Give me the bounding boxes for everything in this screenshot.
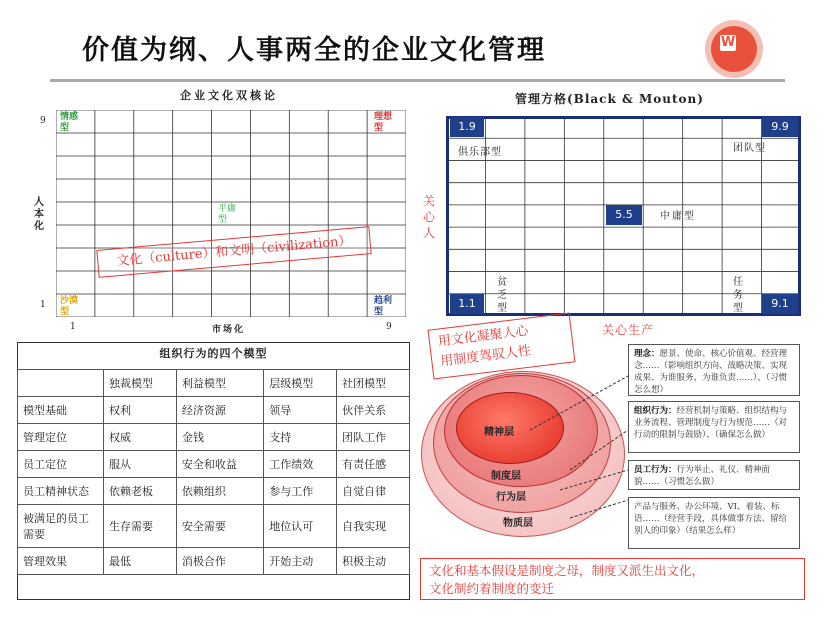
badge-9-9: 9.9: [762, 117, 798, 137]
layer-label-material: 物质层: [503, 518, 533, 529]
table-cell: 领导: [264, 397, 337, 424]
x-axis-label-concern-production: 关心生产: [602, 323, 655, 337]
table-cell: 被满足的员工需要: [18, 505, 104, 548]
table-cell: 员工精神状态: [18, 478, 104, 505]
desc-prod-text: 产品与服务、办公环境、VI、着装、标语……（经营手段，具体做事方法、留给别人的印象）（结果怎么样）: [634, 502, 788, 536]
corner-label-desert: 沙漠型: [60, 296, 79, 317]
desc-box-employee: [628, 460, 800, 490]
table-cell: 积极主动: [337, 548, 410, 575]
desc-box-product: [628, 497, 800, 549]
desc-org-text: 经营机制与策略、组织结构与业务流程、管理制度与行为规范……（对行动的限制与鼓励）、（确保怎么做）: [634, 406, 788, 440]
table-cell: 自我实现: [337, 505, 410, 548]
badge-1-1: 1.1: [450, 294, 484, 314]
table-cell: 支持: [264, 424, 337, 451]
table-cell: 自觉自律: [337, 478, 410, 505]
y-axis-label-concern-people: 关心人: [422, 194, 435, 240]
culture-civilization-stamp: 文化（culture）和文明（civilization）: [96, 226, 371, 278]
badge-5-5: 5.5: [606, 205, 642, 225]
connector-lines: [500, 360, 630, 550]
table-cell: 权威: [104, 424, 177, 451]
table-cell: 服从: [104, 451, 177, 478]
desc-emp-text: 行为举止、礼仪、精神面貌……（习惯怎么做）: [634, 465, 771, 487]
table-cell: 依赖老板: [104, 478, 177, 505]
label-impoverished: 贫乏型: [497, 277, 507, 314]
dual-core-title: 企业文化双核论: [180, 89, 278, 102]
table-header-cell: 利益模型: [176, 370, 263, 397]
table-row: [18, 451, 410, 478]
table-header-cell: 独裁模型: [104, 370, 177, 397]
logo-icon: [705, 20, 763, 78]
layer-label-behavior: 行为层: [496, 492, 526, 503]
logo-glyph: W: [720, 35, 736, 50]
table-cell: 安全需要: [176, 505, 263, 548]
culture-system-conclusion: [420, 558, 805, 600]
x-tick-right: 9: [386, 322, 392, 332]
layer-label-spirit: 精神层: [484, 427, 514, 438]
x-tick-left: 1: [70, 322, 76, 332]
page-title: 价值为纲、人事两全的企业文化管理: [82, 35, 546, 66]
table-cell: 权利: [104, 397, 177, 424]
table-cell: 管理效果: [18, 548, 104, 575]
table-row: [18, 505, 410, 548]
table-row: [18, 478, 410, 505]
table-row: [18, 397, 410, 424]
desc-box-concept: [628, 344, 800, 396]
label-country-club: 俱乐部型: [458, 147, 502, 158]
label-team: 团队型: [733, 143, 766, 154]
org-models-table-title: 组织行为的四个模型: [159, 347, 268, 360]
table-header-cell: [18, 370, 104, 397]
callout-line-1: 用文化凝聚人心: [437, 323, 530, 350]
table-row: [18, 424, 410, 451]
table-header-cell: 社团模型: [337, 370, 410, 397]
x-axis-label-market: 市场化: [212, 325, 246, 335]
table-cell: 工作绩效: [264, 451, 337, 478]
y-tick-top: 9: [40, 116, 46, 126]
label-middle-road: 中庸型: [660, 211, 696, 222]
managerial-grid-title: 管理方格(Black & Mouton): [515, 92, 704, 106]
y-tick-bottom: 1: [40, 300, 46, 310]
layer-label-system: 制度层: [491, 471, 521, 482]
table-cell: 伙伴关系: [337, 397, 410, 424]
table-cell: 依赖组织: [176, 478, 263, 505]
label-task: 任务型: [733, 277, 743, 314]
corner-label-emotion: 情感型: [60, 112, 79, 133]
table-cell: 有责任感: [337, 451, 410, 478]
table-header-cell: 层级模型: [264, 370, 337, 397]
table-cell: 参与工作: [264, 478, 337, 505]
table-cell: 模型基础: [18, 397, 104, 424]
callout-line-2: 用制度驾驭人性: [439, 343, 532, 370]
corner-label-profit: 趋利型: [374, 296, 393, 317]
desc-box-org: [628, 401, 800, 453]
badge-1-9: 1.9: [450, 117, 484, 137]
table-cell: 消极合作: [176, 548, 263, 575]
title-divider: [50, 79, 785, 82]
conclusion-line-1: 文化和基本假设是制度之母，制度又派生出文化，: [429, 563, 705, 578]
table-cell: 安全和收益: [176, 451, 263, 478]
desc-org-head: 组织行为：: [634, 406, 677, 416]
table-cell: 生存需要: [104, 505, 177, 548]
table-cell: 团队工作: [337, 424, 410, 451]
table-cell: 员工定位: [18, 451, 104, 478]
badge-9-1: 9.1: [762, 294, 798, 314]
table-header-row: [18, 370, 410, 397]
corner-label-ideal: 理想型: [374, 112, 393, 133]
table-cell: 金钱: [176, 424, 263, 451]
y-axis-label-humanism: 人本化: [34, 197, 44, 232]
org-models-table: [17, 369, 410, 575]
table-cell: 管理定位: [18, 424, 104, 451]
table-cell: 最低: [104, 548, 177, 575]
desc-concept-text: 愿景、使命、核心价值观、经营理念……（影响组织方向、战略决策、实现成果、为谁服务、为谁负责……）、（习惯怎么想）: [634, 349, 788, 395]
table-cell: 经济资源: [176, 397, 263, 424]
conclusion-line-2: 文化制约着制度的变迁: [429, 581, 555, 596]
table-row: [18, 548, 410, 575]
table-cell: 地位认可: [264, 505, 337, 548]
desc-concept-head: 理念：: [634, 349, 660, 359]
desc-emp-head: 员工行为：: [634, 465, 677, 475]
table-cell: 开始主动: [264, 548, 337, 575]
center-label-mediocre: 平庸型: [218, 204, 237, 225]
